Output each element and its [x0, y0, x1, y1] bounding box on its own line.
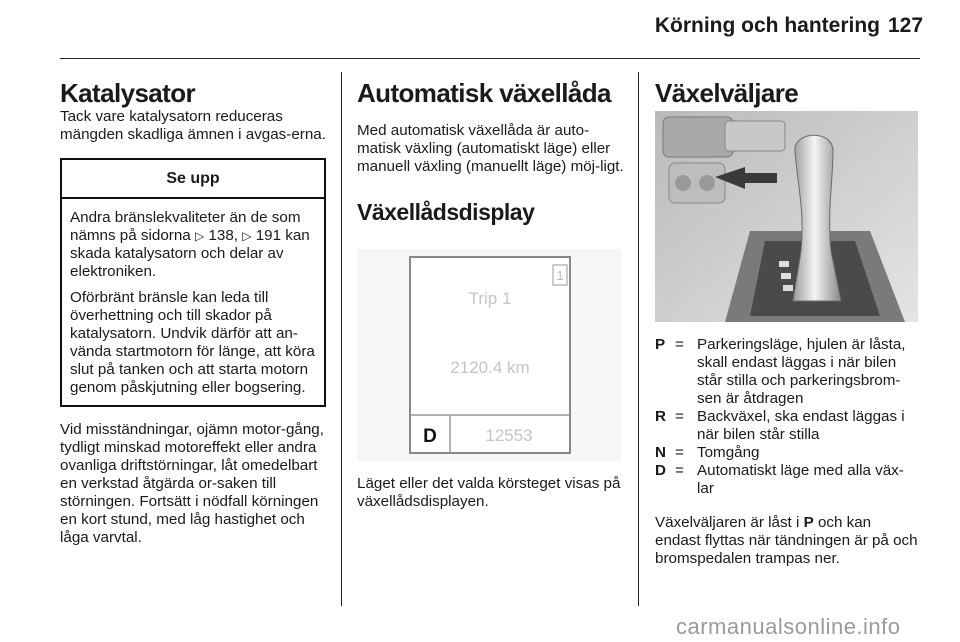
note-text: Växelväljaren är låst i — [655, 514, 804, 531]
legend-equals: = — [675, 336, 684, 353]
gearbox-intro: Med automatisk växellåda är auto-matisk växling (automatiskt läge) eller manuell växling (manuellt läge) möj-ligt. — [357, 122, 624, 175]
warning-paragraph: Oförbränt bränsle kan leda till överhettning och till skador på katalysatorn. Undvik därför att an-vända startmotorn för länge, att köra slut på tanken och att starta motorn genom påskjutning eller bogsering. — [70, 289, 315, 396]
warning-paragraph — [70, 209, 316, 281]
column-divider — [341, 72, 342, 606]
display-odometer: 12553 — [485, 426, 533, 445]
legend-equals: = — [675, 408, 684, 425]
catalyst-intro: Tack vare katalysatorn reduceras mängden skadliga ämnen i avgas-erna. — [60, 108, 326, 143]
page-ref-link[interactable]: 191 — [255, 227, 282, 244]
legend-text: Parkeringsläge, hjulen är låsta, skall endast läggas i när bilen står stilla och parkeringsbrom-sen är åtdragen — [697, 336, 906, 407]
gear-selector-note — [655, 514, 920, 568]
legend-item-d — [655, 462, 920, 498]
column-catalyst — [60, 78, 326, 547]
legend-key: N — [655, 444, 666, 461]
page-ref-arrow-icon: ▷ — [242, 229, 252, 243]
page-number: 127 — [888, 14, 924, 37]
legend-equals: = — [675, 444, 684, 461]
note-bold-p: P — [803, 514, 814, 531]
heading-gear-selector: Växelväljare — [655, 78, 799, 108]
legend-key: D — [655, 462, 666, 479]
display-trip-distance: 2120.4 km — [450, 358, 530, 377]
note-text: och kan endast flyttas när tändningen är på och bromspedalen trampas ner. — [655, 514, 918, 567]
page-ref-arrow-icon: ▷ — [194, 229, 205, 243]
legend-text: Backväxel, ska endast läggas i när bilen står stilla — [697, 408, 905, 443]
warning-box — [60, 158, 326, 407]
warning-text: Andra bränslekvaliteter än de som nämns på sidorna — [70, 209, 301, 244]
display-trip-label: Trip 1 — [468, 289, 512, 308]
warning-body — [62, 199, 324, 405]
page-ref-link[interactable]: 138 — [208, 227, 234, 244]
column-automatic-gearbox — [357, 78, 625, 226]
column-divider — [638, 72, 639, 606]
display-caption-block — [357, 475, 625, 511]
legend-text: Automatiskt läge med alla väx-lar — [697, 462, 904, 497]
heading-automatic-gearbox: Automatisk växellåda — [357, 78, 611, 108]
legend-key: P — [655, 336, 666, 353]
gear-selector-svg — [655, 111, 918, 322]
watermark-logo: carmanualsonline.info — [676, 614, 901, 639]
legend-item-n — [655, 444, 920, 462]
running-head-title: Körning och hantering — [654, 14, 880, 37]
legend-key: R — [655, 408, 666, 425]
heading-catalyst: Katalysator — [60, 78, 196, 108]
warning-text: , — [233, 227, 243, 244]
gear-selector-photo — [655, 111, 918, 322]
legend-item-r — [655, 408, 920, 444]
legend-equals: = — [675, 462, 684, 479]
display-caption: Läget eller det valda körsteget visas på växellådsdisplayen. — [357, 475, 621, 510]
display-corner-number: 1 — [556, 268, 564, 283]
gearbox-display-illustration — [357, 249, 621, 461]
catalyst-outro: Vid misständningar, ojämn motor-gång, tydligt minskad motoreffekt eller andra ovanliga driftstörningar, låt omedelbart en verkstad åtgärda or-saken till störningen. Fortsätt i nödfall körningen en kort stund, med låg hastighet och låga varvtal. — [60, 421, 324, 546]
gear-legend — [655, 336, 920, 498]
display-gear-indicator: D — [423, 426, 437, 447]
column-gear-selector — [655, 78, 920, 108]
warning-text: kan skada katalysatorn och delar av elektroniken. — [70, 227, 310, 280]
legend-text: Tomgång — [697, 444, 760, 461]
header-rule — [60, 58, 920, 59]
gearbox-display-svg — [357, 249, 621, 461]
warning-title: Se upp — [62, 160, 324, 199]
legend-item-p — [655, 336, 920, 408]
gear-legend-block — [655, 336, 920, 568]
heading-gearbox-display: Växellådsdisplay — [357, 199, 535, 225]
